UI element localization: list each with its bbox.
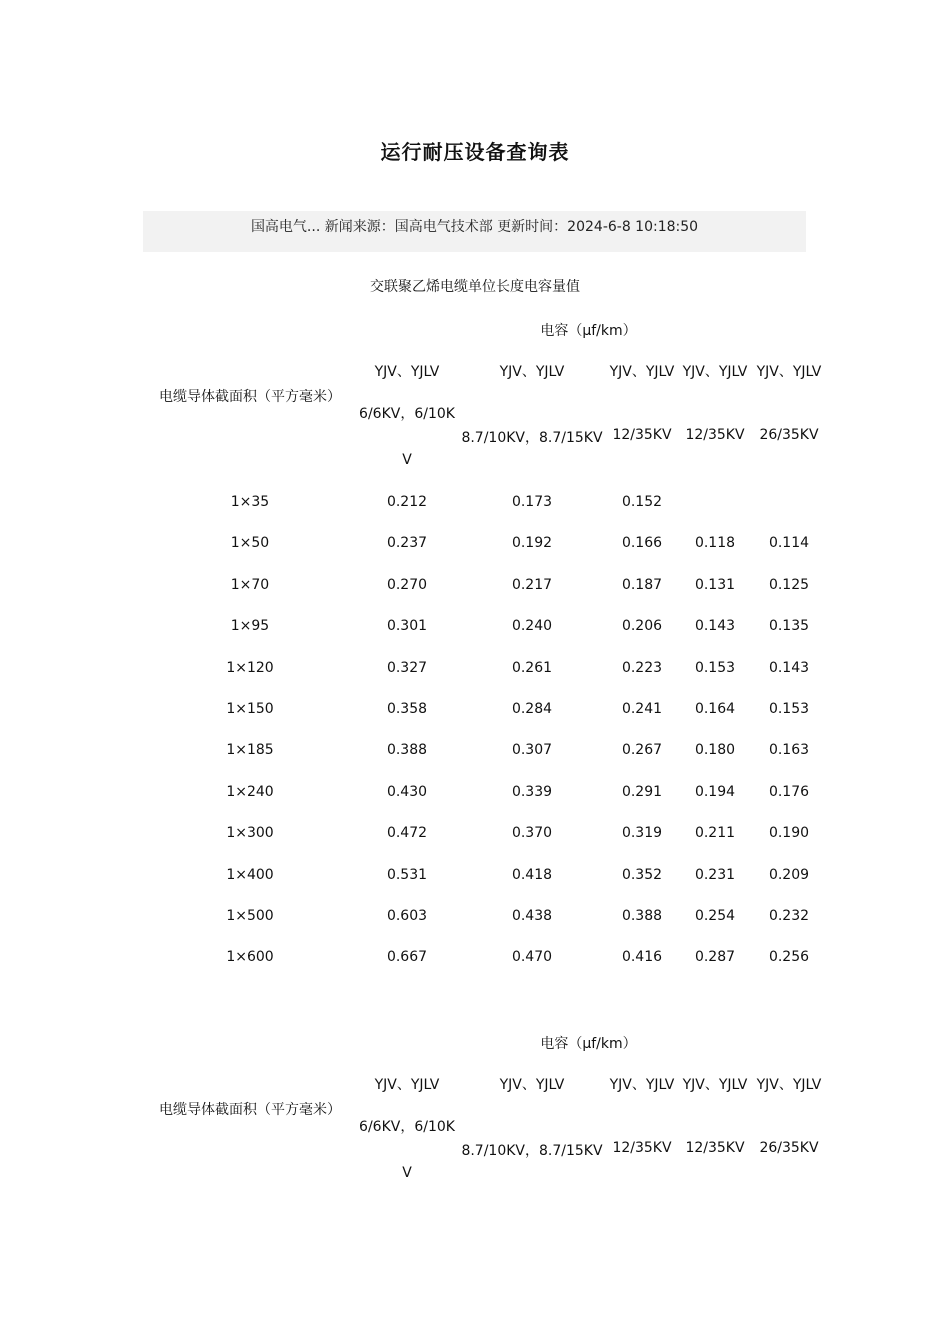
capacitance-cell: 0.143 [694,618,736,634]
col-header-type: YJV、YJLV [609,1077,675,1093]
capacitance-cell: 0.163 [768,742,810,758]
capacitance-cell: 0.125 [768,577,810,593]
col-header-voltage: 26/35KV [759,427,819,443]
capacitance-cell: 0.131 [694,577,736,593]
capacitance-cell: 0.430 [386,784,428,800]
page-title: 运行耐压设备查询表 [380,140,570,164]
cross-section-cell: 1×50 [230,535,270,551]
capacitance-cell: 0.418 [511,867,553,883]
cross-section-cell: 1×120 [226,660,274,676]
capacitance-cell: 0.187 [621,577,663,593]
col-header-voltage: 12/35KV [612,427,672,443]
capacitance-cell: 0.256 [768,949,810,965]
capacitance-cell: 0.143 [768,660,810,676]
capacitance-cell: 0.327 [386,660,428,676]
capacitance-cell: 0.472 [386,825,428,841]
capacitance-cell: 0.166 [621,535,663,551]
col-header-voltage: 26/35KV [759,1140,819,1156]
capacitance-cell: 0.190 [768,825,810,841]
col-header-type: YJV、YJLV [682,364,748,380]
capacitance-cell: 0.388 [621,908,663,924]
capacitance-cell: 0.152 [621,494,663,510]
col-header-voltage: 8.7/10KV，8.7/15KV [461,430,603,446]
capacitance-cell: 0.231 [694,867,736,883]
capacitance-cell: 0.153 [694,660,736,676]
table-caption: 交联聚乙烯电缆单位长度电容量值 [370,279,580,295]
capacitance-cell: 0.217 [511,577,553,593]
capacitance-cell: 0.241 [621,701,663,717]
capacitance-cell: 0.358 [386,701,428,717]
capacitance-cell: 0.470 [511,949,553,965]
col-header-type: YJV、YJLV [499,1077,565,1093]
row-header-cross-section: 电缆导体截面积（平方毫米） [159,1102,341,1118]
article-meta: 国高电气... 新闻来源：国高电气技术部 更新时间：2024-6-8 10:18:50 [250,219,699,235]
cross-section-cell: 1×185 [226,742,274,758]
capacitance-cell: 0.603 [386,908,428,924]
cross-section-cell: 1×70 [230,577,270,593]
col-header-type: YJV、YJLV [499,364,565,380]
capacitance-cell: 0.261 [511,660,553,676]
capacitance-cell: 0.416 [621,949,663,965]
capacitance-cell: 0.370 [511,825,553,841]
cross-section-cell: 1×150 [226,701,274,717]
capacitance-cell: 0.438 [511,908,553,924]
capacitance-cell: 0.270 [386,577,428,593]
capacitance-group-header: 电容（μf/km） [540,1036,637,1052]
capacitance-cell: 0.114 [768,535,810,551]
capacitance-cell: 0.267 [621,742,663,758]
capacitance-cell: 0.206 [621,618,663,634]
capacitance-cell: 0.352 [621,867,663,883]
cross-section-cell: 1×400 [226,867,274,883]
capacitance-cell: 0.667 [386,949,428,965]
cross-section-cell: 1×600 [226,949,274,965]
col-header-type: YJV、YJLV [374,364,440,380]
col-header-voltage: 6/6KV，6/10K [359,406,455,422]
capacitance-cell: 0.531 [386,867,428,883]
cross-section-cell: 1×95 [230,618,270,634]
capacitance-cell: 0.194 [694,784,736,800]
capacitance-cell: 0.211 [694,825,736,841]
capacitance-cell: 0.339 [511,784,553,800]
capacitance-cell: 0.291 [621,784,663,800]
capacitance-cell: 0.164 [694,701,736,717]
row-header-cross-section: 电缆导体截面积（平方毫米） [159,389,341,405]
col-header-voltage: 12/35KV [685,1140,745,1156]
capacitance-cell: 0.209 [768,867,810,883]
col-header-type: YJV、YJLV [374,1077,440,1093]
capacitance-cell: 0.118 [694,535,736,551]
capacitance-cell: 0.307 [511,742,553,758]
col-header-voltage-cont: V [402,1165,412,1181]
capacitance-cell: 0.254 [694,908,736,924]
capacitance-cell: 0.180 [694,742,736,758]
capacitance-cell: 0.301 [386,618,428,634]
col-header-type: YJV、YJLV [682,1077,748,1093]
cross-section-cell: 1×500 [226,908,274,924]
col-header-type: YJV、YJLV [609,364,675,380]
capacitance-cell: 0.287 [694,949,736,965]
capacitance-cell: 0.223 [621,660,663,676]
col-header-type: YJV、YJLV [756,364,822,380]
capacitance-cell: 0.232 [768,908,810,924]
capacitance-cell: 0.173 [511,494,553,510]
capacitance-cell: 0.319 [621,825,663,841]
capacitance-cell: 0.176 [768,784,810,800]
capacitance-cell: 0.284 [511,701,553,717]
cross-section-cell: 1×240 [226,784,274,800]
capacitance-cell: 0.192 [511,535,553,551]
col-header-voltage: 8.7/10KV，8.7/15KV [461,1143,603,1159]
col-header-voltage: 12/35KV [685,427,745,443]
col-header-voltage-cont: V [402,452,412,468]
capacitance-cell: 0.153 [768,701,810,717]
capacitance-cell: 0.135 [768,618,810,634]
cross-section-cell: 1×300 [226,825,274,841]
col-header-voltage: 6/6KV，6/10K [359,1119,455,1135]
capacitance-cell: 0.240 [511,618,553,634]
col-header-voltage: 12/35KV [612,1140,672,1156]
capacitance-cell: 0.237 [386,535,428,551]
capacitance-cell: 0.212 [386,494,428,510]
cross-section-cell: 1×35 [230,494,270,510]
capacitance-cell: 0.388 [386,742,428,758]
capacitance-group-header: 电容（μf/km） [540,323,637,339]
col-header-type: YJV、YJLV [756,1077,822,1093]
